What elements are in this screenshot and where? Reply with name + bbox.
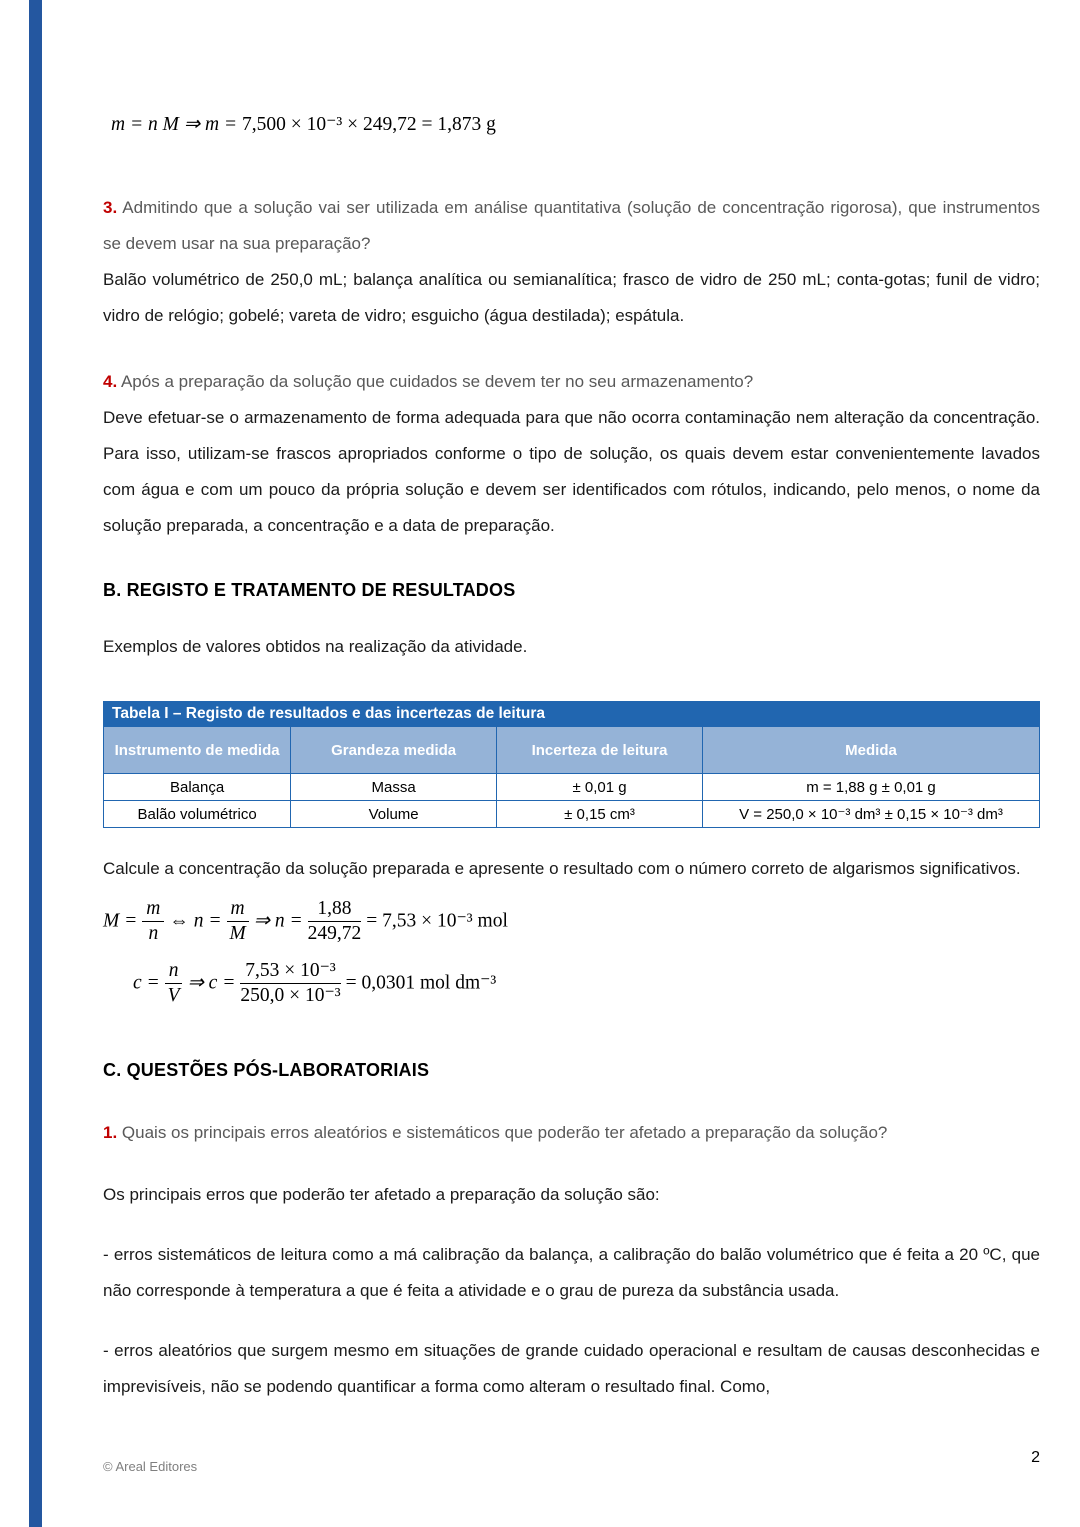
question-3 [103, 190, 1040, 262]
table-row-balanca [104, 774, 1040, 801]
question-4 [103, 364, 1040, 400]
question-1 [103, 1115, 1040, 1151]
answer-4: Deve efetuar-se o armazenamento de forma adequada para que não ocorra contaminação nem alteração da concentração. Para isso, utilizam-se frascos apropriados conforme o tipo de solução, os quais devem estar convenientemente lavados com água e com um pouco da própria solução e devem ser identificados com rótulos, indicando, pelo menos, o nome da solução preparada, a concentração e a data de preparação. [103, 408, 1040, 535]
formula-segment: = 0,0301 mol dm⁻³ [345, 972, 497, 994]
copyright-text: © Areal Editores [103, 1459, 198, 1474]
fraction: $\frac{m}{M}$ [227, 898, 249, 946]
table-cell: ± 0,01 g [497, 774, 703, 801]
formula-segment: ⇒ n = [253, 910, 303, 932]
table-cell: ± 0,15 cm³ [497, 801, 703, 828]
table-title-row [104, 702, 1040, 727]
page-edge-band [29, 0, 42, 1527]
formula-segment: ⇒ c = [187, 972, 236, 994]
answer-3: Balão volumétrico de 250,0 mL; balança analítica ou semianalítica; frasco de vidro de 250 mL; conta-gotas; funil de vidro; vidro de relógio; gobelé; vareta de vidro; esguicho (água destilada); espátula. [103, 270, 1040, 325]
fraction: $\frac{m}{n}$ [142, 898, 164, 946]
question-1-number: 1. [103, 1122, 118, 1142]
question-4-text: Após a preparação da solução que cuidados se devem ter no seu armazenamento? [117, 372, 754, 391]
question-3-number: 3. [103, 198, 118, 217]
table-cell: V = 250,0 × 10⁻³ dm³ ± 0,15 × 10⁻³ dm³ [703, 801, 1040, 828]
section-b-heading: B. REGISTO E TRATAMENTO DE RESULTADOS [103, 580, 516, 600]
header-cell-incerteza: Incerteza de leitura [497, 727, 703, 774]
table-title: Tabela I – Registo de resultados e das incertezas de leitura [104, 702, 1040, 727]
page-number: 2 [1031, 1449, 1040, 1466]
table-cell: m = 1,88 g ± 0,01 g [703, 774, 1040, 801]
question-1-text: Quais os principais erros aleatórios e sistemáticos que poderão ter afetado a preparação da solução? [117, 1122, 888, 1142]
fraction: $\frac{n}{V}$ [165, 960, 183, 1008]
formula-segment: c = [133, 972, 160, 994]
question-4-number: 4. [103, 372, 118, 391]
question-3-text: Admitindo que a solução vai ser utilizada em análise quantitativa (solução de concentração rigorosa), que instrumentos se devem usar na sua preparação? [103, 198, 1040, 253]
formula-segment: M = [103, 910, 138, 932]
mole-calculation-formula [103, 898, 1040, 946]
fraction: $\frac{\text{7,53 × 10⁻³}}{\text{250,0 × 10⁻³}}$ [240, 959, 341, 1007]
mass-formula [111, 112, 1040, 136]
header-cell-instrumento: Instrumento de medida [104, 727, 291, 774]
answer-1-bullet-2: - erros aleatórios que surgem mesmo em situações de grande cuidado operacional e resultam de causas desconhecidas e imprevisíveis, não se podendo quantificar a forma como alteram o resultado final. Como, [103, 1340, 1040, 1396]
header-cell-medida: Medida [703, 727, 1040, 774]
concentration-calculation-formula [133, 960, 1040, 1008]
header-cell-grandeza: Grandeza medida [291, 727, 497, 774]
table-cell: Balança [104, 774, 291, 801]
fraction: $\frac{1,88}{249,72}$ [307, 898, 362, 945]
table-row-balao [104, 801, 1040, 828]
mass-formula-rhs: 7,500 × 10⁻³ × 249,72 = 1,873 g [237, 114, 496, 135]
calc-prompt: Calcule a concentração da solução preparada e apresente o resultado com o número correto de algarismos significativos. [103, 859, 1021, 878]
table-intro: Exemplos de valores obtidos na realização da atividade. [103, 637, 528, 656]
answer-1-intro: Os principais erros que poderão ter afetado a preparação da solução são: [103, 1184, 660, 1204]
page-content [0, 112, 1080, 1405]
table-header-row [104, 727, 1040, 774]
answer-1-bullet-1: - erros sistemáticos de leitura como a má calibração da balança, a calibração do balão volumétrico que é feita a 20 ºC, que não corresponde à temperatura a que é feita a atividade e o grau de pureza da substância usada. [103, 1244, 1040, 1300]
table-cell: Volume [291, 801, 497, 828]
section-c-heading: C. QUESTÕES PÓS-LABORATORIAIS [103, 1059, 430, 1080]
table-cell: Balão volumétrico [104, 801, 291, 828]
table-cell: Massa [291, 774, 497, 801]
mass-formula-lhs: m = n M ⇒ m = [111, 114, 238, 135]
formula-segment: = 7,53 × 10⁻³ mol [366, 910, 508, 932]
results-table [103, 701, 1040, 828]
formula-segment: ⇔ n = [169, 910, 222, 932]
